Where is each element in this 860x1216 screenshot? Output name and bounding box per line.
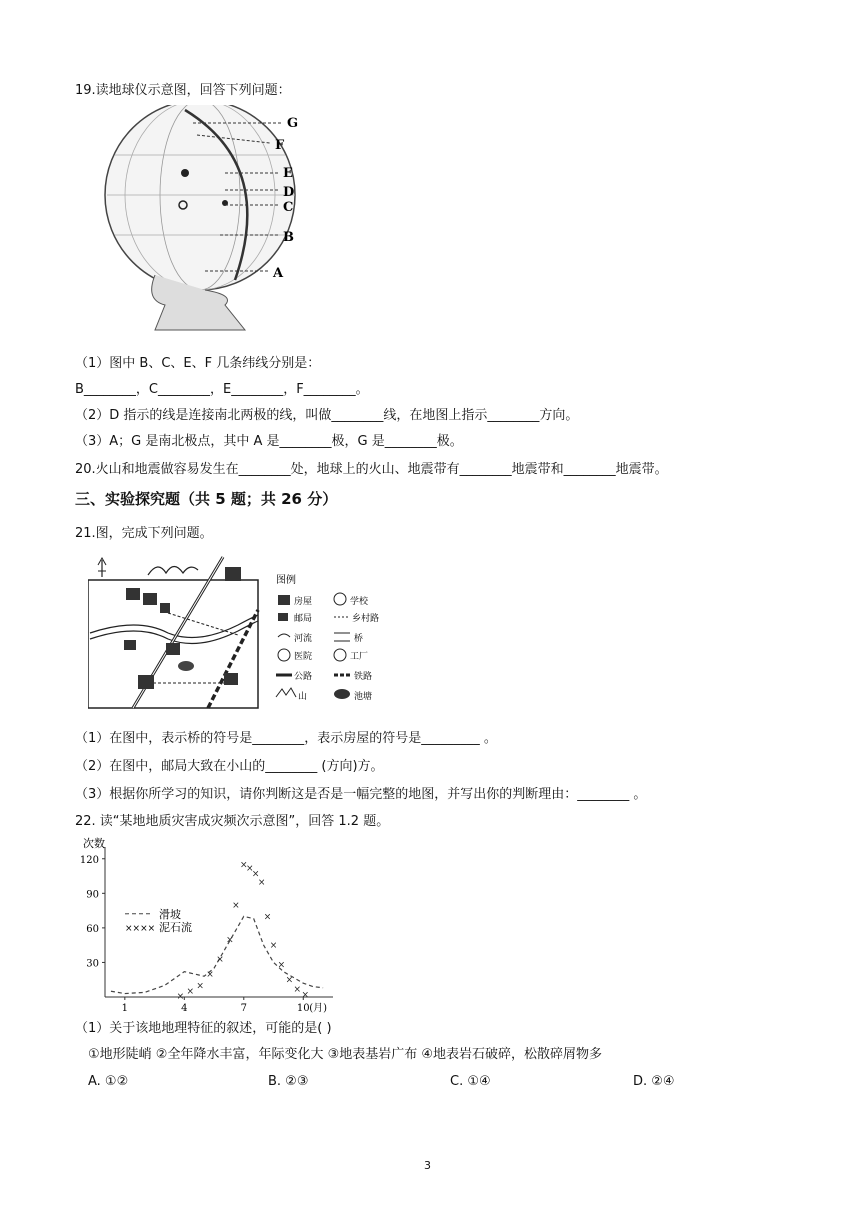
debris-flow-point: × [216, 954, 224, 965]
legend-mountain: 山 [298, 692, 308, 702]
debris-flow-point: × [263, 912, 272, 923]
q21-part3: （3）根据你所学习的知识，请你判断这是否是一幅完整的地图，并写出你的判断理由：________ 。 [75, 787, 647, 802]
q19-part2: （2）D 指示的线是连接南北两极的线，叫做________线，在地图上指示________方向。 [75, 408, 579, 423]
x-axis-label: (月) [309, 1003, 328, 1014]
legend-debris-flow: 泥石流 [159, 920, 192, 934]
y-tick-label: 30 [86, 958, 99, 970]
q21-legend-title: 图例 [276, 575, 296, 586]
debris-flow-point: × [245, 863, 254, 874]
debris-flow-point: × [269, 941, 278, 952]
y-tick-label: 120 [79, 854, 99, 866]
globe-label-c: C [283, 200, 294, 215]
legend-school: 学校 [350, 597, 369, 607]
legend-house: 房屋 [294, 597, 313, 607]
choice-a[interactable]: A. ①② [88, 1074, 129, 1089]
x-tick-label: 4 [181, 1003, 188, 1014]
choice-d[interactable]: D. ②④ [633, 1074, 675, 1089]
legend-village-road: 乡村路 [352, 614, 380, 624]
q21-map-figure [88, 555, 408, 710]
debris-flow-point: × [257, 877, 266, 888]
legend-post-office: 邮局 [294, 614, 313, 624]
legend-factory: 工厂 [350, 652, 369, 662]
q19-part1: （1）图中 B、C、E、F 几条纬线分别是： [75, 356, 321, 371]
debris-flow-point: × [176, 991, 185, 1002]
globe-label-a: A [273, 266, 284, 281]
section3-heading: 三、实验探究题（共 5 题；共 26 分） [75, 490, 338, 508]
y-axis-label: 次数 [83, 837, 105, 850]
legend-railway: 铁路 [354, 672, 373, 682]
x-tick-label: 7 [240, 1003, 247, 1014]
globe-label-b: B [283, 230, 294, 245]
x-tick-label: 1 [121, 1003, 129, 1014]
q21-part2: （2）在图中，邮局大致在小山的________ (方向)方。 [75, 759, 384, 774]
debris-flow-point: × [293, 984, 302, 995]
globe-label-f: F [275, 138, 285, 153]
q21-title: 21.图，完成下列问题。 [75, 526, 213, 541]
legend-river: 河流 [294, 634, 313, 644]
debris-flow-point: × [240, 860, 248, 871]
q19-part3: （3）A；G 是南北极点，其中 A 是________极，G 是________极。 [75, 434, 463, 449]
debris-flow-point: × [232, 900, 240, 911]
q22-title: 22. 读“某地地质灾害成灾频次示意图”，回答 1.2 题。 [75, 814, 390, 829]
debris-flow-point: × [196, 981, 204, 992]
q19-title: 19.读地球仪示意图，回答下列问题： [75, 83, 291, 98]
q20-text: 20.火山和地震做容易发生在________处，地球上的火山、地震带有________地震带和________地震带。 [75, 462, 668, 477]
q22-part1: （1）关于该地地理特征的叙述，可能的是( ) [75, 1021, 332, 1036]
legend-pond: 池塘 [354, 692, 373, 702]
globe-label-g: G [287, 116, 299, 131]
debris-flow-point: × [251, 869, 260, 880]
legend-highway: 公路 [294, 672, 313, 682]
globe-label-e: E [283, 166, 293, 181]
globe-figure [85, 105, 315, 340]
q19-part1-answers: B________，C________，E________，F________。 [75, 382, 369, 397]
debris-flow-point: × [301, 990, 310, 1001]
q22-disaster-chart [75, 835, 345, 1020]
x-tick-label: 10 [296, 1003, 310, 1014]
debris-flow-point: × [226, 935, 234, 946]
legend-landslide: 滑坡 [159, 907, 181, 921]
q22-options: ①地形陡峭 ②全年降水丰富，年际变化大 ③地表基岩广布 ④地表岩石破碎，松散碎屑物多 [88, 1047, 603, 1062]
legend-debris-flow-swatch: ×××× [125, 923, 156, 934]
y-tick-label: 60 [86, 923, 99, 935]
globe-label-d: D [283, 185, 295, 200]
legend-hospital: 医院 [294, 652, 313, 662]
debris-flow-point: × [277, 960, 286, 971]
q21-part1: （1）在图中，表示桥的符号是________，表示房屋的符号是_________ 。 [75, 731, 497, 746]
debris-flow-point: × [206, 969, 214, 980]
legend-bridge: 桥 [354, 634, 364, 644]
choice-c[interactable]: C. ①④ [450, 1074, 491, 1089]
y-tick-label: 90 [86, 889, 99, 901]
debris-flow-point: × [186, 987, 195, 998]
page-number: 3 [424, 1159, 431, 1172]
choice-b[interactable]: B. ②③ [268, 1074, 309, 1089]
debris-flow-point: × [285, 975, 294, 986]
